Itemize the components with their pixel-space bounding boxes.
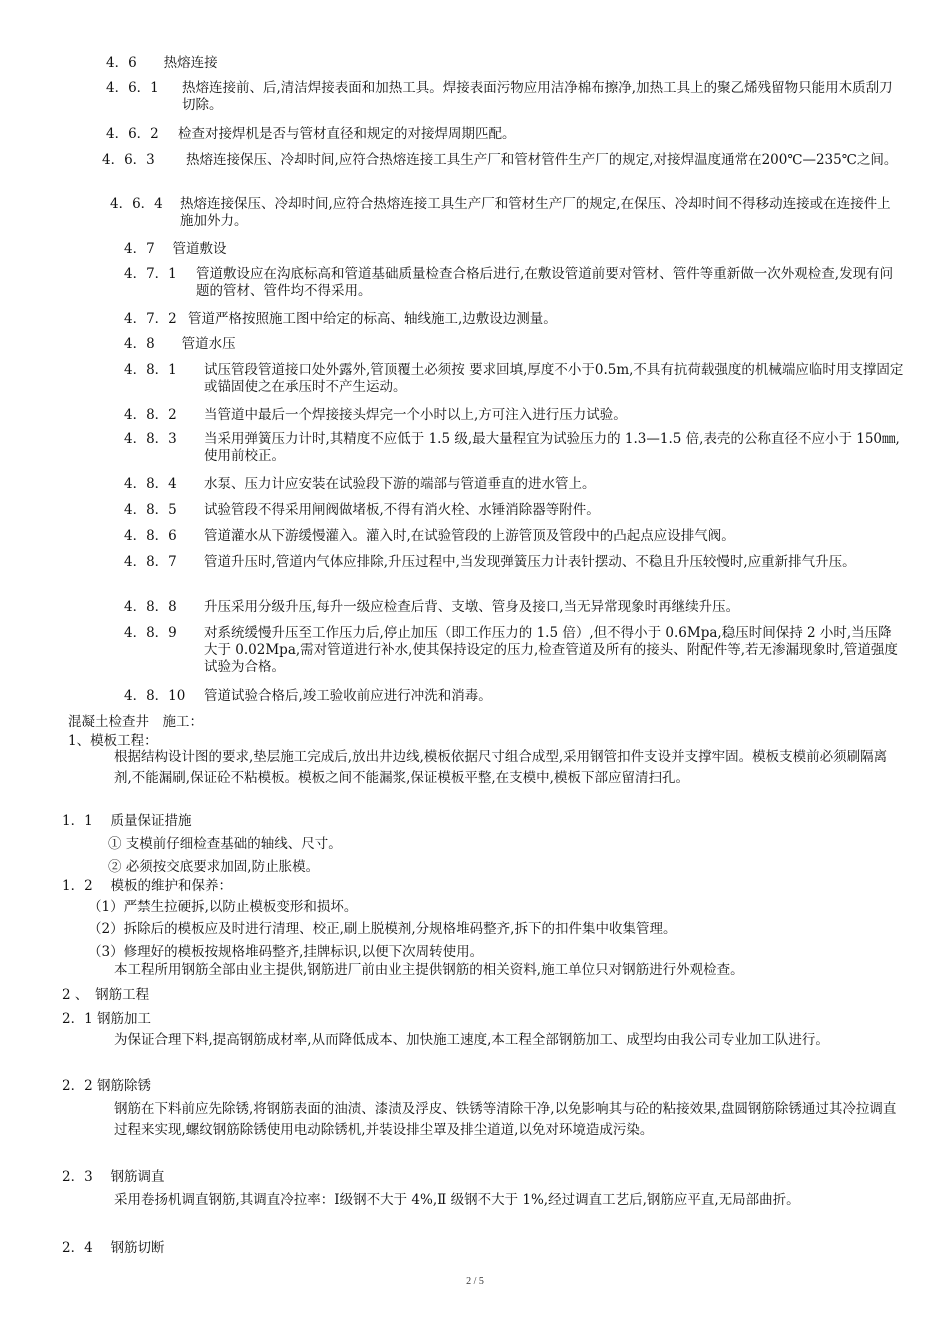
clause-text: 当管道中最后一个焊接接头焊完一个小时以上,方可注入进行压力试验。 [204, 407, 627, 423]
clause-4-8-10 [124, 688, 904, 705]
clause-number: 4．6．4 [110, 196, 163, 212]
clause-4-8-1 [124, 362, 904, 396]
manhole-title: 混凝土检查井 施工： [68, 714, 203, 730]
subsection-1-2: 1．2 模板的维护和保养： [62, 878, 232, 894]
clause-4-8-9 [124, 625, 904, 676]
clause-4-8-8 [124, 599, 904, 616]
clause-number: 4．8．10 [124, 688, 186, 704]
clause-text: 热熔连接前、后,清洁焊接表面和加热工具。焊接表面污物应用洁净棉布擦净,加热工具上的聚乙烯残留物只能用木质刮刀切除。 [182, 80, 893, 113]
clause-number: 4．8．8 [124, 599, 177, 615]
clause-number: 4．6．1 [106, 80, 159, 96]
clause-4-6-3 [102, 152, 904, 169]
clause-text: 管道灌水从下游缓慢灌入。灌入时,在试验管段的上游管顶及管段中的凸起点应设排气阀。 [204, 528, 735, 544]
clause-4-8-6 [124, 528, 904, 545]
clause-text: 管道升压时,管道内气体应排除,升压过程中,当发现弹簧压力计表针摆动、不稳且升压较慢时,应重新排气升压。 [204, 554, 856, 570]
formwork-heading: 1、模板工程： [68, 733, 158, 749]
clause-text: 热熔连接保压、冷却时间,应符合热熔连接工具生产厂和管材管件生产厂的规定,对接焊温度通常在200℃—235℃之间。 [186, 152, 898, 168]
subsection-2-3: 2．3 钢筋调直 [62, 1169, 165, 1185]
clause-number: 4．8．5 [124, 502, 177, 518]
clause-text: 管道严格按照施工图中给定的标高、轴线施工,边敷设边测量。 [188, 311, 557, 327]
list-item: （1）严禁生拉硬拆,以防止模板变形和损坏。 [88, 899, 358, 915]
clause-number: 4．7．1 [124, 266, 177, 282]
clause-number: 4．8．2 [124, 407, 177, 423]
clause-text: 热熔连接保压、冷却时间,应符合热熔连接工具生产厂和管材生产厂的规定,在保压、冷却时间不得移动连接或在连接件上施加外力。 [180, 196, 891, 229]
formwork-paragraph: 根据结构设计图的要求,垫层施工完成后,放出井边线,模板依据尺寸组合成型,采用钢管扣件支设并支撑牢固。模板支模前必须刷隔离剂,不能漏刷,保证砼不粘模板。模板之间不能漏浆,保证模板平整,在支模中,模板下部应留清扫孔。 [114, 749, 888, 786]
paragraph-2-2: 钢筋在下料前应先除锈,将钢筋表面的油渍、漆渍及浮皮、铁锈等清除干净,以免影响其与砼的粘接效果,盘圆钢筋除锈通过其冷拉调直过程来实现,螺纹钢筋除锈使用电动除锈机,并装设排尘罩及排尘道道,以免对环境造成污染。 [114, 1101, 897, 1138]
clause-text: 试压管段管道接口处外露外,管顶覆土必须按 要求回填,厚度不小于0.5m,不具有抗荷载强度的机械端应临时用支撑固定或锚固使之在承压时不产生运动。 [204, 362, 904, 395]
clause-text: 对系统缓慢升压至工作压力后,停止加压（即工作压力的 1.5 倍）,但不得小于 0.6Mpa,稳压时间保持 2 小时,当压降大于 0.02Mpa,需对管道进行补水,使其保持设定的压力,检查管道及所有的接头、附配件等,若无渗漏现象时,管道强度试验为合格。 [204, 625, 898, 675]
clause-number: 4．6．2 [106, 126, 159, 142]
subsection-2-2: 2．2 钢筋除锈 [62, 1078, 151, 1094]
paragraph-2-3: 采用卷扬机调直钢筋,其调直冷拉率：Ⅰ级钢不大于 4%,Ⅱ 级钢不大于 1%,经过调直工艺后,钢筋应平直,无局部曲折。 [114, 1192, 800, 1208]
clause-text: 当采用弹簧压力计时,其精度不应低于 1.5 级,最大量程宜为试验压力的 1.3—1.5 倍,表壳的公称直径不应小于 150㎜,使用前校正。 [204, 431, 900, 464]
clause-text: 水泵、压力计应安装在试验段下游的端部与管道垂直的进水管上。 [204, 476, 596, 492]
section-heading-4-7: 4．7 管道敷设 [124, 241, 227, 257]
clause-4-8-7 [124, 554, 904, 571]
clause-number: 4．8．9 [124, 625, 177, 641]
clause-text: 试验管段不得采用闸阀做堵板,不得有消火栓、水锤消除器等附件。 [204, 502, 600, 518]
clause-4-8-3 [124, 431, 904, 465]
clause-number: 4．8．7 [124, 554, 177, 570]
clause-text: 检查对接焊机是否与管材直径和规定的对接焊周期匹配。 [178, 126, 516, 142]
clause-4-7-2 [124, 311, 904, 328]
clause-number: 4．8．1 [124, 362, 177, 378]
clause-4-7-1 [124, 266, 904, 300]
clause-4-6-2 [106, 126, 904, 143]
section-heading-4-6: 4．6 热熔连接 [106, 55, 218, 71]
paragraph-2-1: 为保证合理下料,提高钢筋成材率,从而降低成本、加快施工速度,本工程全部钢筋加工、成型均由我公司专业加工队进行。 [114, 1032, 829, 1048]
clause-4-8-5 [124, 502, 904, 519]
list-item: （2）拆除后的模板应及时进行清理、校正,刷上脱模剂,分规格堆码整齐,拆下的扣件集中收集管理。 [88, 921, 677, 937]
clause-4-6-4 [110, 196, 904, 230]
steel-supply-note: 本工程所用钢筋全部由业主提供,钢筋进厂前由业主提供钢筋的相关资料,施工单位只对钢筋进行外观检查。 [114, 962, 744, 978]
section-heading-4-8: 4．8 管道水压 [124, 336, 236, 352]
clause-text: 升压采用分级升压,每升一级应检查后背、支墩、管身及接口,当无异常现象时再继续升压。 [204, 599, 740, 615]
subsection-1-1: 1．1 质量保证措施 [62, 813, 192, 829]
clause-number: 4．8．3 [124, 431, 177, 447]
clause-text: 管道敷设应在沟底标高和管道基础质量检查合格后进行,在敷设管道前要对管材、管件等重新做一次外观检查,发现有问题的管材、管件均不得采用。 [196, 266, 894, 299]
clause-number: 4．6．3 [102, 152, 155, 168]
clause-number: 4．7．2 [124, 311, 177, 327]
clause-4-8-2 [124, 407, 904, 424]
subsection-2-4: 2．4 钢筋切断 [62, 1240, 165, 1256]
rebar-heading: 2 、 钢筋工程 [62, 987, 150, 1003]
clause-number: 4．8．6 [124, 528, 177, 544]
clause-4-6-1 [106, 80, 904, 114]
page-number: 2 / 5 [466, 1276, 484, 1287]
clause-4-8-4 [124, 476, 904, 493]
list-item: ② 必须按交底要求加固,防止胀模。 [108, 859, 320, 875]
list-item: ① 支模前仔细检查基础的轴线、尺寸。 [108, 836, 342, 852]
subsection-2-1: 2．1 钢筋加工 [62, 1011, 151, 1027]
list-item: （3）修理好的模板按规格堆码整齐,挂牌标识,以便下次周转使用。 [88, 944, 484, 960]
clause-number: 4．8．4 [124, 476, 177, 492]
clause-text: 管道试验合格后,竣工验收前应进行冲洗和消毒。 [204, 688, 492, 704]
